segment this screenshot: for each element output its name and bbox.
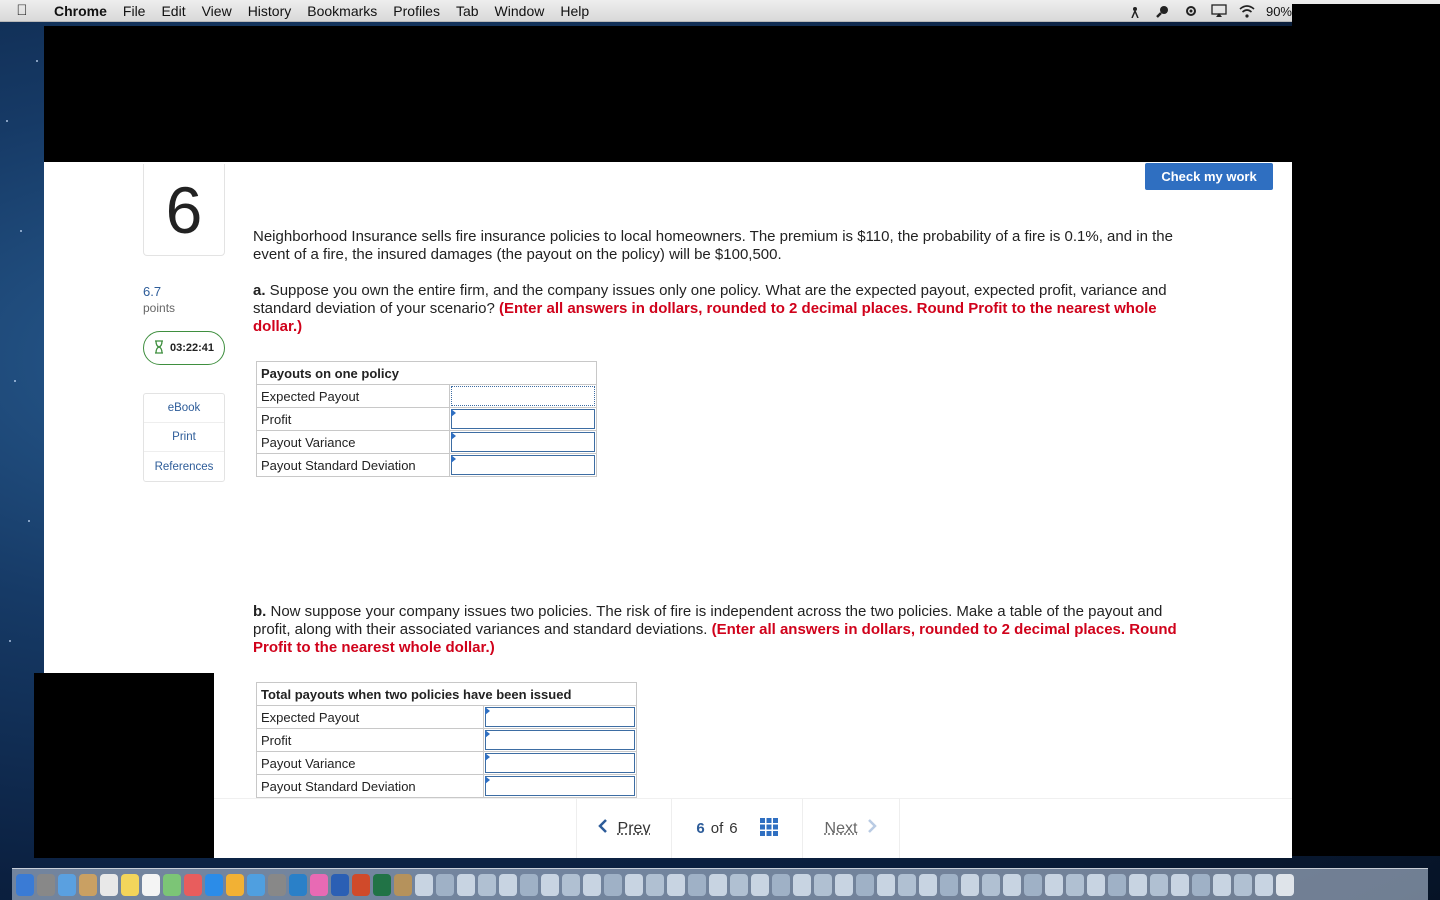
part-b-body: Now suppose your company issues two policies. The risk of fire is independent across the two policies. Make a table of the payout and profit, along with their associated variances and standard deviations. [253,603,1163,638]
window-thumb-icon[interactable] [877,874,895,896]
prev-label: Prev [617,819,651,837]
part-a-table-header: Payouts on one policy [257,362,597,385]
window-thumb-icon[interactable] [520,874,538,896]
window-thumb-icon[interactable] [814,874,832,896]
payout-std-dev-input-b[interactable] [484,775,637,798]
part-b-text [253,603,1193,657]
part-a-table [256,361,597,477]
excel-icon[interactable] [373,874,391,896]
folder-icon[interactable] [394,874,412,896]
airplay-icon[interactable] [1210,3,1228,19]
window-thumb-icon[interactable] [1192,874,1210,896]
menu-app-name[interactable]: Chrome [54,2,107,19]
points-label: points [143,301,176,315]
menu-file[interactable]: File [122,2,146,19]
messages-icon[interactable] [163,874,181,896]
redacted-browser-toolbar [44,26,1292,162]
window-thumb-icon[interactable] [415,874,433,896]
window-thumb-icon[interactable] [436,874,454,896]
references-link[interactable]: References [154,460,214,473]
window-thumb-icon[interactable] [499,874,517,896]
part-b-instruction: (Enter all answers in dollars, rounded to 2 decimal places. Round Profit to the nearest whole dollar.) [253,621,1177,656]
question-number: 6 [143,164,225,256]
window-thumb-icon[interactable] [772,874,790,896]
window-thumb-icon[interactable] [1234,874,1252,896]
row-label: Payout Variance [257,752,484,775]
window-thumb-icon[interactable] [751,874,769,896]
total-questions: 6 [729,820,738,837]
part-a-instruction: (Enter all answers in dollars, rounded to 2 decimal places. Round Profit to the nearest whole dollar.) [253,300,1157,335]
menu-help[interactable]: Help [560,2,590,19]
part-a-text [253,282,1193,336]
window-thumb-icon[interactable] [1087,874,1105,896]
window-thumb-icon[interactable] [793,874,811,896]
next-button[interactable] [803,799,899,858]
window-thumb-icon[interactable] [1066,874,1084,896]
check-my-work-button[interactable]: Check my work [1145,163,1273,190]
row-label: Payout Standard Deviation [257,775,484,798]
expected-payout-input-b[interactable] [484,706,637,729]
apple-icon[interactable] [0,2,44,19]
timer-value: 03:22:41 [169,342,215,354]
of-label: of [710,820,724,837]
window-thumb-icon[interactable] [835,874,853,896]
table-row [257,775,637,798]
window-thumb-icon[interactable] [562,874,580,896]
gear-icon[interactable] [1182,3,1200,19]
window-thumb-icon[interactable] [478,874,496,896]
window-thumb-icon[interactable] [541,874,559,896]
table-row [257,729,637,752]
menu-window[interactable]: Window [494,2,545,19]
row-label: Expected Payout [257,385,450,408]
part-a-label: a. [253,282,266,299]
row-label: Payout Standard Deviation [257,454,450,477]
redacted-right-region [1292,4,1440,856]
part-b-table [256,682,637,798]
window-thumb-icon[interactable] [1045,874,1063,896]
window-thumb-icon[interactable] [667,874,685,896]
search-icon[interactable] [1154,3,1172,19]
profit-input-a[interactable] [450,408,597,431]
print-link[interactable]: Print [144,423,224,452]
window-thumb-icon[interactable] [856,874,874,896]
redacted-bottom-left-region [34,673,214,858]
payout-std-dev-input-a[interactable] [450,454,597,477]
menu-history[interactable]: History [247,2,292,19]
menu-bookmarks[interactable]: Bookmarks [307,2,378,19]
table-row [257,408,597,431]
prev-button[interactable] [577,799,672,858]
powerpoint-icon[interactable] [352,874,370,896]
preview-icon[interactable] [58,874,76,896]
window-thumb-icon[interactable] [604,874,622,896]
window-thumb-icon[interactable] [1108,874,1126,896]
window-thumb-icon[interactable] [1213,874,1231,896]
photos-icon[interactable] [184,874,202,896]
hourglass-icon [154,340,164,357]
part-b-label: b. [253,603,267,620]
part-b-table-header: Total payouts when two policies have been issued [257,683,637,706]
payout-variance-input-a[interactable] [450,431,597,454]
resource-links [143,393,225,482]
menu-edit[interactable]: Edit [161,2,186,19]
menu-tab[interactable]: Tab [455,2,479,19]
table-row [257,385,597,408]
chevron-right-icon [867,819,877,838]
menu-profiles[interactable]: Profiles [393,2,440,19]
trash-icon[interactable] [1276,874,1294,896]
grid-icon[interactable] [760,818,778,840]
row-label: Payout Variance [257,431,450,454]
window-thumb-icon[interactable] [646,874,664,896]
calendar-icon[interactable] [100,874,118,896]
launchpad-icon[interactable] [37,874,55,896]
table-row [257,431,597,454]
textedit-icon[interactable] [142,874,160,896]
window-thumb-icon[interactable] [730,874,748,896]
window-thumb-icon[interactable] [583,874,601,896]
window-thumb-icon[interactable] [961,874,979,896]
window-thumb-icon[interactable] [625,874,643,896]
chevron-left-icon [598,819,608,838]
window-thumb-icon[interactable] [982,874,1000,896]
ebook-link[interactable]: eBook [144,394,224,423]
menu-view[interactable]: View [201,2,232,19]
menu-bar [0,0,1440,22]
question-navigation [576,798,900,858]
table-row [257,752,637,775]
expected-payout-input-a[interactable] [450,385,597,408]
window-thumb-icon[interactable] [1150,874,1168,896]
points-value: 6.7 [143,284,162,299]
battery-percent[interactable]: 90% [1265,3,1292,19]
next-label: Next [824,819,858,837]
row-label: Profit [257,408,450,431]
itunes-icon[interactable] [310,874,328,896]
question-counter [672,799,803,858]
window-thumb-icon[interactable] [919,874,937,896]
word-icon[interactable] [331,874,349,896]
window-thumb-icon[interactable] [1255,874,1273,896]
table-row [257,706,637,729]
window-thumb-icon[interactable] [1024,874,1042,896]
window-thumb-icon[interactable] [1129,874,1147,896]
payout-variance-input-b[interactable] [484,752,637,775]
skype-icon[interactable] [289,874,307,896]
wifi-tower-icon[interactable] [1126,3,1144,19]
timer [143,331,225,365]
part-a-body: Suppose you own the entire firm, and the company issues only one policy. What are the expected payout, expected profit, variance and standard deviation of your scenario? [253,282,1167,317]
window-thumb-icon[interactable] [688,874,706,896]
row-label: Profit [257,729,484,752]
table-row [257,454,597,477]
status-area [1126,0,1292,22]
chrome-icon[interactable] [226,874,244,896]
notes-icon[interactable] [79,874,97,896]
question-intro: Neighborhood Insurance sells fire insurance policies to local homeowners. The premium is $110, the probability of a fire is 0.1%, and in the event of a fire, the insured damages (the payout on the policy) will be $100,500. [253,228,1173,263]
safari-icon[interactable] [205,874,223,896]
window-thumb-icon[interactable] [898,874,916,896]
finder-icon[interactable] [16,874,34,896]
current-question: 6 [696,820,705,837]
window-thumb-icon[interactable] [1003,874,1021,896]
dock [12,868,1428,900]
stickies-icon[interactable] [121,874,139,896]
window-thumb-icon[interactable] [709,874,727,896]
window-thumb-icon[interactable] [1171,874,1189,896]
browser-page [44,162,1292,858]
settings-icon[interactable] [268,874,286,896]
row-label: Expected Payout [257,706,484,729]
window-thumb-icon[interactable] [940,874,958,896]
window-thumb-icon[interactable] [457,874,475,896]
wifi-icon[interactable] [1238,3,1256,19]
appstore-icon[interactable] [247,874,265,896]
profit-input-b[interactable] [484,729,637,752]
